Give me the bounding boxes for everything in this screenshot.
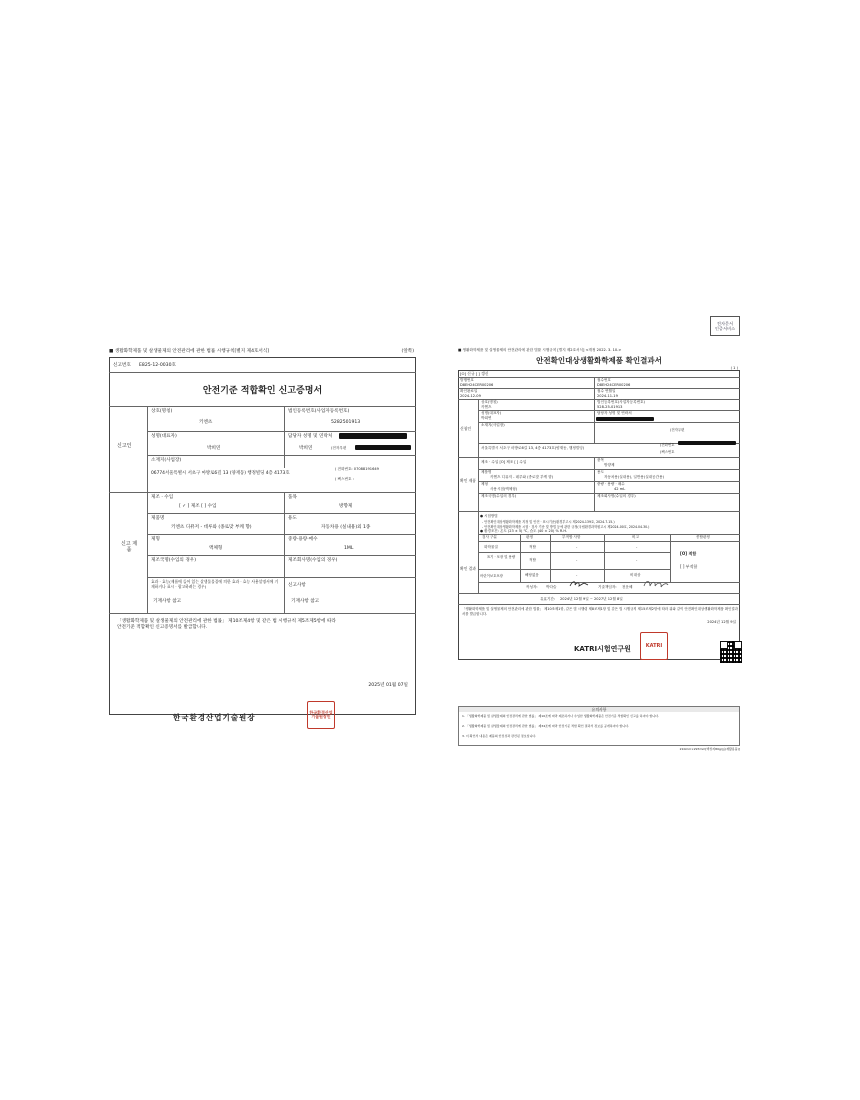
representative-label: 성명(대표자) xyxy=(151,434,177,439)
row-child-fail: - xyxy=(576,573,578,577)
applicant-email-label: (전자우편 xyxy=(670,428,685,432)
form-reference: ■ 생활화학제품 및 살생물제의 안전관리에 관한 법률 시행규칙 [별지 제2호서식] <개정 2022. 3. 10.> xyxy=(458,348,622,352)
contact-label: 담당자 성명 및 연락처 xyxy=(288,434,333,439)
row-label-fail: - xyxy=(576,558,578,562)
product-use-label: 용도 xyxy=(597,470,604,474)
notice-1: 1. 「생활화학제품 및 살생물제의 안전관리에 관한 법률」 제10조에 따라 제조하거나 수입한 생활화학제품은 안전기준 적합확인 신고를 하여야 합니다. xyxy=(462,714,659,718)
row-chemical-note: - xyxy=(636,545,638,549)
applicant-rep-label: 성명(대표자) xyxy=(481,411,502,415)
e-document-stamp: 전자문서 인증서비스 xyxy=(710,316,740,336)
effect-value: 기재사항 참고 xyxy=(153,599,182,604)
company-value: 키엔츠 xyxy=(199,420,213,425)
applicant-label: 신청인 xyxy=(460,426,472,431)
completion-date: 2024-12-09 xyxy=(460,394,481,398)
section-reporter: 신고인 xyxy=(117,443,132,449)
applicant-company-label: 상호(명칭) xyxy=(481,400,498,404)
fax-label: ( 팩스번호 : xyxy=(335,477,354,481)
corp-number-label: 법인등록번호(사업자등록번호) xyxy=(288,409,350,414)
maker-label: 제조회사명(수입의 경우) xyxy=(288,558,338,563)
receipt-number-label: 접수번호 xyxy=(597,378,611,382)
test-method-heading: ● 시험방법 xyxy=(480,514,498,518)
product-type-label: 품목 xyxy=(288,495,297,500)
notice-2: 2. 「생활화학제품 및 살생물제의 안전관리에 관한 법률」 제34조에 따라 안전기준 적합 확인 결과서 정보를 공개하여야 합니다. xyxy=(462,724,630,728)
writer-signature xyxy=(568,579,590,589)
product-form-label: 제형 xyxy=(481,482,488,486)
product-name-label: 제품명 xyxy=(151,516,165,521)
row-label-note: - xyxy=(636,558,638,562)
issue-date: 2025년 01월 07일 xyxy=(368,683,408,688)
col-total: 종합판정 xyxy=(696,535,710,539)
report-items-label: 신고사항 xyxy=(288,583,306,588)
corp-number-value: 5282501913 xyxy=(331,420,361,425)
product-label: 확인 제품 xyxy=(460,478,476,483)
applicant-address-label: 소재지(사업장) xyxy=(481,423,505,427)
col-judge: 판정 xyxy=(526,535,533,539)
redacted-contact xyxy=(596,417,654,421)
row-label-judge: 적합 xyxy=(529,558,536,562)
org-name: KATRI시험연구원 xyxy=(574,645,631,653)
issue-number-label: 발행번호 xyxy=(460,378,474,382)
certificate-title: 안전기준 적합확인 신고증명서 xyxy=(202,386,323,396)
notice-title: 유의사항 xyxy=(591,707,607,712)
form-side-mark: (앞쪽) xyxy=(401,349,414,354)
issuer-name: 한국환경산업기술원장 xyxy=(173,713,256,722)
form-reference: ■ 생활화학제품 및 살생물제의 안전관리에 관한 법률 시행규칙[별지 제4호서식] xyxy=(109,349,270,354)
country-label: 제조국명(수입의 경우) xyxy=(151,558,196,563)
report-items-value: 기재사항 참고 xyxy=(291,599,320,604)
weight-value: 1ML xyxy=(344,546,354,551)
result-date: 2024년 12월 9일 xyxy=(707,620,736,624)
issue-date-label: 확인완료일 xyxy=(460,389,478,393)
writer-name: 박다슬 xyxy=(546,585,557,589)
section-product: 신고 제품 xyxy=(120,541,138,554)
applicant-rep: 박희연 xyxy=(481,416,492,420)
product-country-label: 제조국명(수입의 경우) xyxy=(481,494,517,498)
use-label: 용도 xyxy=(288,516,297,521)
qr-code xyxy=(720,641,742,663)
address-value: 06774서울특별시 서초구 마방로6길 13 (양재동) 행정빌딩 4층 4173호 xyxy=(151,471,290,476)
row-child-judge: 해당없음 xyxy=(525,573,539,577)
official-seal: 한국환경산업기술원장인 xyxy=(307,701,335,729)
result-title: 안전확인대상생활화학제품 확인결과서 xyxy=(536,356,662,365)
product-type-label: 품목 xyxy=(597,458,604,462)
katri-seal: KATRI xyxy=(640,632,668,660)
receipt-date-label: 접수 연월일 xyxy=(597,389,616,393)
report-number: E825-12-0030호 xyxy=(139,363,176,368)
validity-period: 2024년 12월 9일 ~ 2027년 12월 8일 xyxy=(560,597,623,601)
writer-label: 작성자: xyxy=(526,585,538,589)
row-chemical-fail: - xyxy=(576,545,578,549)
row-chemical: 화학물질 xyxy=(484,545,498,549)
row-chemical-judge: 적합 xyxy=(529,545,536,549)
contact-name: 박희연 xyxy=(299,446,313,451)
product-name: 키엔츠 디퓨저 - 데루와 (종로맞 부케 향) xyxy=(490,475,554,479)
email-label: (전자우편 xyxy=(331,446,347,450)
redacted-contact xyxy=(339,433,407,439)
approver-signature xyxy=(642,578,670,590)
result-body-text: 「생활화학제품 및 살생물제의 안전관리에 관한 법률」 제10조제1항, 같은 법 시행령 제8조제1항 및 같은 법 시행규칙 제15조제2항에 따라 위와 같이 안전확인대상생활화학제품 확인결과서를 발급합니다. xyxy=(462,607,738,616)
representative-value: 박희연 xyxy=(207,446,221,451)
validity-label: 유효기간: xyxy=(540,597,556,601)
paper-footer: 210mm×297mm[백상지80g/㎡(재활용품)] xyxy=(679,747,740,751)
approver-label: 기술책임자: xyxy=(598,585,617,589)
page-mark: ( 1 ) xyxy=(730,366,738,370)
use-value: 자동차용 (실내용)외 1종 xyxy=(321,525,371,530)
receipt-number: D8EH24CER00206 xyxy=(597,383,631,387)
col-item: 검사 구분 xyxy=(482,535,498,539)
applicant-tel-label: (전화번호 xyxy=(660,443,675,447)
manufacture-value: [ ✓ ] 제조 [ ] 수입 xyxy=(179,504,217,509)
tel-label: ( 전화번호: 07088191649 xyxy=(335,467,379,471)
product-type: 방향제 xyxy=(604,463,615,467)
weight-label: 중량·용량·매수 xyxy=(288,537,318,542)
col-fail: 부적합 사항 xyxy=(562,535,581,539)
redacted-email xyxy=(355,445,411,450)
row-child-safe: 어린이보호포장 xyxy=(480,574,503,578)
product-type-value: 방향제 xyxy=(339,504,353,509)
product-name-value: 키엔츠 디퓨저 - 데루와 (종로맞 부케 향) xyxy=(171,525,252,530)
manufacture-label: 제조 · 수입 xyxy=(151,495,174,500)
certificate-body-text: 「생활화학제품 및 살생물제의 안전관리에 관한 법률」 제10조제4항 및 같은 법 시행규칙 제5조제5항에 따라 안전기준 적합확인 신고증명서를 발급합니다. xyxy=(117,619,336,630)
effect-label: 효과 · 효능(제품에 들어 있는 살생물물질에 의한 효과 · 효능 사용설명서에 기재하거나 표시 · 광고하려는 경우) xyxy=(151,579,279,589)
product-maker-label: 제조회사명(수입의 경우) xyxy=(597,494,636,498)
product-manufacture: 제조 · 수입 [O] 제조 [ ] 수입 xyxy=(481,460,527,464)
product-weight-label: 중량 · 용량 · 매수 xyxy=(597,482,625,486)
report-number-label: 신고번호 xyxy=(113,363,131,368)
applicant-address: 서울특별시 서초구 마방로6길 13, 4층 4173호(양재동, 행정빌딩) xyxy=(481,446,585,450)
safety-certificate-document xyxy=(109,343,416,722)
applicant-biz-label: 법인등록번호(사업자등록번호) xyxy=(597,400,645,404)
redacted-tel xyxy=(678,441,736,445)
form-label: 제형 xyxy=(151,537,160,542)
notice-3: 3. 이 확인서 내용은 제품의 안전성과 관련된 정보입니다. xyxy=(462,734,537,738)
col-note: 비고 xyxy=(632,535,639,539)
test-method-2: - 안전확인대상생활화학제품 시험 · 검사 기준 및 방법 등에 관한 규정(국립환경과학원고시 제2024-00호, 2024.04.30.) xyxy=(482,525,650,529)
applicant-biz: 528-25-01913 xyxy=(597,405,623,409)
total-pass: [O] 적합 xyxy=(680,551,697,556)
company-label: 상호(명칭) xyxy=(151,409,173,414)
row-child-note: 비대상 xyxy=(630,573,641,577)
total-fail: [ ] 부적합 xyxy=(680,564,698,569)
environment-condition: ● 환경조건: 온도 (23 ± 5) ℃, 습도 (40 ± 20) % R.H. xyxy=(480,529,568,533)
product-form: 사용시점(액체형) xyxy=(490,487,518,491)
product-use: 자동차용(실내용), 일반용(실내공간용) xyxy=(604,475,664,479)
row-label-packaging: 표기 · 포장 및 용량 xyxy=(486,555,516,559)
receipt-date: 2024-11-19 xyxy=(597,394,618,398)
applicant-company: 키엔츠 xyxy=(481,405,492,409)
katri-result-document xyxy=(454,316,744,751)
approver-name: 천운혜 xyxy=(622,585,633,589)
result-label: 확인 결과 xyxy=(460,566,476,571)
address-label: 소재지(사업장) xyxy=(151,458,182,463)
issue-number: D8EH24CER00206 xyxy=(460,383,494,387)
test-method-1: - 안전확인대상생활화학제품 지정 및 안전 · 표시기준(환경부고시 제2024-139호, 2024.7.15.) xyxy=(482,520,615,524)
application-kind: [O] 신규 [ ] 갱신 xyxy=(460,371,489,376)
applicant-fax-label: (팩스번호 xyxy=(660,450,675,454)
applicant-contact-label: 담당자 성명 및 연락처 xyxy=(597,411,632,415)
form-value: 액체형 xyxy=(209,546,223,551)
product-weight: 42 mL xyxy=(614,487,626,491)
product-name-label: 제품명 xyxy=(481,470,492,474)
